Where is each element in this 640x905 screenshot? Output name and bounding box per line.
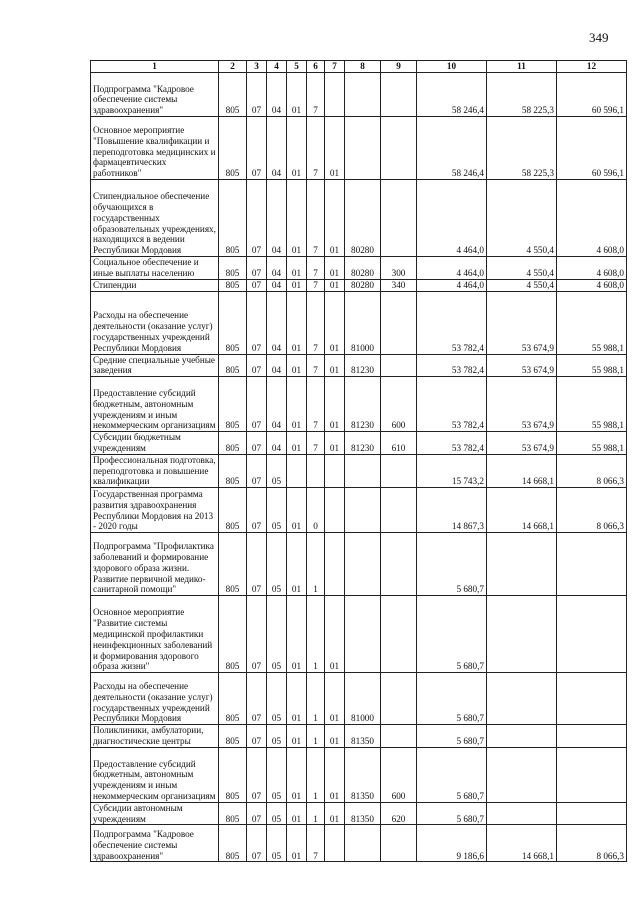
code-cell: 7 [307, 73, 325, 117]
amount-cell: 4 550,4 [487, 180, 557, 257]
table-row [91, 377, 627, 432]
code-cell: 7 [307, 291, 325, 354]
amount-cell: 60 596,1 [557, 73, 627, 117]
code-cell: 805 [219, 257, 247, 280]
amount-cell [557, 725, 627, 748]
code-cell: 05 [267, 596, 287, 673]
column-header: 5 [287, 61, 307, 73]
column-header: 9 [381, 61, 417, 73]
amount-cell: 4 608,0 [557, 180, 627, 257]
code-cell: 7 [307, 257, 325, 280]
code-cell: 01 [287, 117, 307, 180]
code-cell: 1 [307, 802, 325, 825]
code-cell: 07 [247, 180, 267, 257]
amount-cell: 53 782,4 [417, 432, 487, 455]
code-cell: 81000 [345, 291, 381, 354]
code-cell: 01 [287, 725, 307, 748]
column-header: 8 [345, 61, 381, 73]
code-cell: 7 [307, 432, 325, 455]
code-cell: 01 [287, 596, 307, 673]
amount-cell: 5 680,7 [417, 673, 487, 725]
code-cell: 805 [219, 533, 247, 596]
table-row [91, 73, 627, 117]
code-cell: 01 [325, 354, 345, 377]
code-cell: 805 [219, 673, 247, 725]
amount-cell: 4 550,4 [487, 279, 557, 291]
code-cell: 80280 [345, 257, 381, 280]
code-cell: 07 [247, 73, 267, 117]
amount-cell: 55 988,1 [557, 291, 627, 354]
code-cell: 01 [287, 802, 307, 825]
code-cell [381, 533, 417, 596]
row-name-cell: Средние специальные учебные заведения [91, 354, 219, 377]
code-cell: 07 [247, 354, 267, 377]
code-cell: 7 [307, 180, 325, 257]
code-cell: 805 [219, 825, 247, 862]
code-cell: 01 [325, 257, 345, 280]
table-row [91, 488, 627, 533]
amount-cell: 5 680,7 [417, 802, 487, 825]
table-row [91, 673, 627, 725]
amount-cell: 4 608,0 [557, 257, 627, 280]
row-name-cell: Основное мероприятие "Развитие системы медицинской профилактики неинфекционных заболеваний и формирования здорового образа жизни" [91, 596, 219, 673]
row-name-cell: Основное мероприятие "Повышение квалификации и переподготовка медицинских и фармацевтических работников" [91, 117, 219, 180]
code-cell [381, 180, 417, 257]
code-cell: 80280 [345, 279, 381, 291]
column-header: 7 [325, 61, 345, 73]
amount-cell: 8 066,3 [557, 488, 627, 533]
code-cell: 81230 [345, 354, 381, 377]
code-cell [381, 673, 417, 725]
amount-cell: 14 867,3 [417, 488, 487, 533]
code-cell: 81230 [345, 432, 381, 455]
code-cell [345, 73, 381, 117]
code-cell: 05 [267, 488, 287, 533]
amount-cell: 5 680,7 [417, 747, 487, 802]
code-cell: 07 [247, 596, 267, 673]
code-cell: 7 [307, 279, 325, 291]
code-cell [307, 454, 325, 487]
amount-cell: 5 680,7 [417, 596, 487, 673]
code-cell: 07 [247, 432, 267, 455]
table-row [91, 747, 627, 802]
code-cell [381, 488, 417, 533]
code-cell: 805 [219, 488, 247, 533]
code-cell [381, 825, 417, 862]
column-header: 6 [307, 61, 325, 73]
amount-cell: 14 668,1 [487, 825, 557, 862]
table-row [91, 454, 627, 487]
amount-cell: 5 680,7 [417, 533, 487, 596]
code-cell [345, 454, 381, 487]
code-cell [345, 488, 381, 533]
amount-cell: 55 988,1 [557, 432, 627, 455]
code-cell: 05 [267, 802, 287, 825]
amount-cell: 60 596,1 [557, 117, 627, 180]
code-cell [381, 73, 417, 117]
code-cell: 04 [267, 180, 287, 257]
row-name-cell: Профессиональная подготовка, переподготовка и повышение квалификации [91, 454, 219, 487]
amount-cell: 53 782,4 [417, 354, 487, 377]
amount-cell [487, 533, 557, 596]
row-name-cell: Стипендии [91, 279, 219, 291]
code-cell: 01 [287, 73, 307, 117]
amount-cell [557, 747, 627, 802]
amount-cell: 58 246,4 [417, 73, 487, 117]
code-cell: 05 [267, 825, 287, 862]
amount-cell: 4 464,0 [417, 257, 487, 280]
code-cell: 01 [325, 673, 345, 725]
table-body [91, 73, 627, 862]
code-cell: 01 [325, 725, 345, 748]
code-cell: 1 [307, 747, 325, 802]
row-name-cell: Подпрограмма "Кадровое обеспечение системы здравоохранения" [91, 825, 219, 862]
code-cell: 07 [247, 725, 267, 748]
column-header: 12 [557, 61, 627, 73]
amount-cell: 53 782,4 [417, 291, 487, 354]
amount-cell: 55 988,1 [557, 377, 627, 432]
code-cell: 805 [219, 377, 247, 432]
code-cell: 04 [267, 117, 287, 180]
table-row [91, 825, 627, 862]
code-cell: 01 [325, 596, 345, 673]
code-cell: 0 [307, 488, 325, 533]
row-name-cell: Предоставление субсидий бюджетным, автономным учреждениям и иным некоммерческим организациям [91, 377, 219, 432]
row-name-cell: Предоставление субсидий бюджетным, автономным учреждениям и иным некоммерческим организациям [91, 747, 219, 802]
code-cell: 01 [325, 180, 345, 257]
code-cell: 1 [307, 533, 325, 596]
column-header: 11 [487, 61, 557, 73]
code-cell: 01 [287, 257, 307, 280]
code-cell: 81350 [345, 802, 381, 825]
code-cell: 805 [219, 432, 247, 455]
column-header: 10 [417, 61, 487, 73]
code-cell: 805 [219, 291, 247, 354]
table-row [91, 257, 627, 280]
row-name-cell: Стипендиальное обеспечение обучающихся в государственных образовательных учреждениях, находящихся в ведении Республики Мордовия [91, 180, 219, 257]
code-cell: 1 [307, 596, 325, 673]
code-cell: 01 [325, 432, 345, 455]
table-row [91, 354, 627, 377]
table-row [91, 802, 627, 825]
amount-cell: 14 668,1 [487, 488, 557, 533]
code-cell: 07 [247, 117, 267, 180]
page-number: 349 [589, 30, 609, 45]
code-cell: 04 [267, 354, 287, 377]
amount-cell: 53 674,9 [487, 291, 557, 354]
amount-cell: 53 782,4 [417, 377, 487, 432]
code-cell: 05 [267, 725, 287, 748]
row-name-cell: Расходы на обеспечение деятельности (оказание услуг) государственных учреждений Республики Мордовия [91, 673, 219, 725]
code-cell: 7 [307, 354, 325, 377]
table-row [91, 180, 627, 257]
code-cell: 01 [325, 802, 345, 825]
code-cell: 01 [325, 279, 345, 291]
code-cell: 300 [381, 257, 417, 280]
row-name-cell: Поликлиники, амбулатории, диагностические центры [91, 725, 219, 748]
code-cell [325, 825, 345, 862]
table-row [91, 291, 627, 354]
amount-cell: 4 464,0 [417, 279, 487, 291]
amount-cell: 53 674,9 [487, 354, 557, 377]
amount-cell: 58 246,4 [417, 117, 487, 180]
code-cell: 01 [287, 533, 307, 596]
code-cell [325, 73, 345, 117]
code-cell: 01 [287, 673, 307, 725]
code-cell: 805 [219, 747, 247, 802]
amount-cell [487, 747, 557, 802]
amount-cell [487, 673, 557, 725]
code-cell: 05 [267, 533, 287, 596]
code-cell: 07 [247, 279, 267, 291]
column-header: 4 [267, 61, 287, 73]
amount-cell: 15 743,2 [417, 454, 487, 487]
code-cell: 7 [307, 825, 325, 862]
amount-cell: 5 680,7 [417, 725, 487, 748]
code-cell: 81000 [345, 673, 381, 725]
amount-cell: 14 668,1 [487, 454, 557, 487]
code-cell: 610 [381, 432, 417, 455]
code-cell: 81230 [345, 377, 381, 432]
code-cell: 01 [287, 825, 307, 862]
code-cell: 01 [287, 747, 307, 802]
code-cell: 600 [381, 377, 417, 432]
row-name-cell: Подпрограмма "Профилактика заболеваний и формирование здорового образа жизни. Развитие первичной медико-санитарной помощи" [91, 533, 219, 596]
code-cell [381, 354, 417, 377]
amount-cell [487, 802, 557, 825]
row-name-cell: Расходы на обеспечение деятельности (оказание услуг) государственных учреждений Республики Мордовия [91, 291, 219, 354]
code-cell [287, 454, 307, 487]
code-cell: 01 [287, 291, 307, 354]
code-cell: 81350 [345, 725, 381, 748]
code-cell: 805 [219, 117, 247, 180]
code-cell: 07 [247, 673, 267, 725]
amount-cell: 8 066,3 [557, 825, 627, 862]
code-cell [345, 117, 381, 180]
amount-cell [557, 802, 627, 825]
code-cell: 07 [247, 533, 267, 596]
amount-cell: 55 988,1 [557, 354, 627, 377]
column-header: 1 [91, 61, 219, 73]
row-name-cell: Подпрограмма "Кадровое обеспечение системы здравоохранения" [91, 73, 219, 117]
code-cell: 1 [307, 725, 325, 748]
amount-cell: 9 186,6 [417, 825, 487, 862]
amount-cell [557, 533, 627, 596]
code-cell [345, 533, 381, 596]
code-cell: 805 [219, 596, 247, 673]
code-cell: 07 [247, 825, 267, 862]
amount-cell [557, 596, 627, 673]
column-number-row [91, 61, 627, 73]
code-cell: 07 [247, 488, 267, 533]
code-cell [345, 596, 381, 673]
code-cell: 04 [267, 291, 287, 354]
amount-cell: 53 674,9 [487, 377, 557, 432]
code-cell: 805 [219, 73, 247, 117]
code-cell: 80280 [345, 180, 381, 257]
code-cell [381, 596, 417, 673]
amount-cell [487, 596, 557, 673]
table-row [91, 596, 627, 673]
code-cell: 01 [287, 180, 307, 257]
amount-cell: 4 608,0 [557, 279, 627, 291]
table-row [91, 533, 627, 596]
code-cell: 81350 [345, 747, 381, 802]
amount-cell: 58 225,3 [487, 73, 557, 117]
code-cell: 01 [325, 291, 345, 354]
table-row [91, 279, 627, 291]
code-cell: 01 [325, 377, 345, 432]
row-name-cell: Субсидии бюджетным учреждениям [91, 432, 219, 455]
row-name-cell: Государственная программа развития здравоохранения Республики Мордовия на 2013 - 2020 годы [91, 488, 219, 533]
amount-cell [487, 725, 557, 748]
code-cell: 04 [267, 432, 287, 455]
amount-cell [557, 673, 627, 725]
code-cell: 04 [267, 257, 287, 280]
code-cell: 01 [287, 432, 307, 455]
code-cell: 01 [325, 747, 345, 802]
code-cell: 805 [219, 725, 247, 748]
code-cell: 01 [325, 117, 345, 180]
row-name-cell: Субсидии автономным учреждениям [91, 802, 219, 825]
code-cell: 07 [247, 747, 267, 802]
code-cell [381, 725, 417, 748]
amount-cell: 4 464,0 [417, 180, 487, 257]
table-row [91, 117, 627, 180]
code-cell: 07 [247, 454, 267, 487]
amount-cell: 4 550,4 [487, 257, 557, 280]
code-cell: 04 [267, 73, 287, 117]
code-cell: 01 [287, 279, 307, 291]
code-cell: 7 [307, 377, 325, 432]
code-cell [381, 454, 417, 487]
amount-cell: 58 225,3 [487, 117, 557, 180]
code-cell: 805 [219, 802, 247, 825]
amount-cell: 53 674,9 [487, 432, 557, 455]
code-cell: 805 [219, 454, 247, 487]
code-cell: 01 [287, 377, 307, 432]
code-cell: 07 [247, 257, 267, 280]
code-cell: 600 [381, 747, 417, 802]
code-cell: 07 [247, 291, 267, 354]
code-cell [345, 825, 381, 862]
budget-table [90, 60, 627, 862]
column-header: 3 [247, 61, 267, 73]
code-cell: 805 [219, 354, 247, 377]
code-cell: 04 [267, 279, 287, 291]
table-row [91, 725, 627, 748]
table-row [91, 432, 627, 455]
code-cell: 05 [267, 747, 287, 802]
code-cell: 04 [267, 377, 287, 432]
code-cell: 340 [381, 279, 417, 291]
code-cell: 07 [247, 802, 267, 825]
code-cell: 805 [219, 180, 247, 257]
code-cell: 01 [287, 354, 307, 377]
code-cell: 805 [219, 279, 247, 291]
code-cell [381, 291, 417, 354]
row-name-cell: Социальное обеспечение и иные выплаты населению [91, 257, 219, 280]
code-cell [325, 454, 345, 487]
code-cell: 620 [381, 802, 417, 825]
code-cell [325, 533, 345, 596]
code-cell: 7 [307, 117, 325, 180]
code-cell: 07 [247, 377, 267, 432]
column-header: 2 [219, 61, 247, 73]
code-cell: 05 [267, 454, 287, 487]
code-cell: 01 [287, 488, 307, 533]
code-cell [381, 117, 417, 180]
code-cell: 05 [267, 673, 287, 725]
code-cell: 1 [307, 673, 325, 725]
amount-cell: 8 066,3 [557, 454, 627, 487]
code-cell [325, 488, 345, 533]
